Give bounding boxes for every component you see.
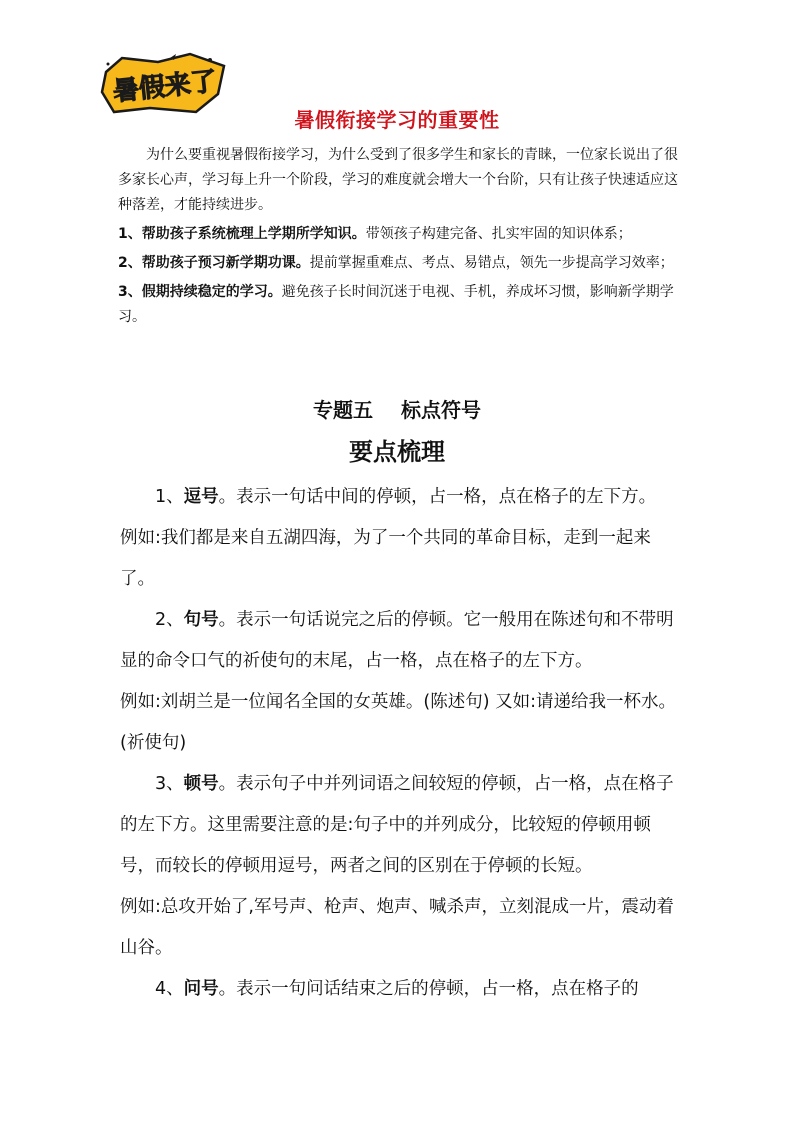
example-note: (祈使句)	[120, 733, 187, 753]
item-text: 。表示一句话说完之后的停顿。它一般用在陈述句和不带明显的命令口气的祈使句的末尾，占一格，点在格子的左下方。	[120, 610, 674, 671]
content-body	[120, 477, 680, 1010]
intro-point	[118, 222, 678, 247]
content-item	[120, 969, 680, 1010]
intro-point-text: 带领孩子构建完备、扎实牢固的知识体系；	[365, 226, 632, 242]
svg-text:暑假来了: 暑假来了	[111, 66, 219, 108]
item-keyword: 句号	[183, 610, 219, 630]
intro-section	[118, 143, 678, 330]
content-item	[120, 600, 680, 682]
item-keyword: 逗号	[183, 487, 219, 507]
intro-point-text: 提前掌握重难点、考点、易错点，领先一步提高学习效率；	[309, 255, 674, 271]
example-text: 例如:我们都是来自五湖四海，为了一个共同的革命目标，走到一起来了。	[120, 528, 651, 589]
item-text: 。表示句子中并列词语之间较短的停顿，占一格，点在格子的左下方。这里需要注意的是:句子中的并列成分，比较短的停顿用顿号，而较长的停顿用逗号，两者之间的区别在于停顿的长短。	[120, 774, 674, 876]
section-heading: 要点梳理	[349, 438, 445, 466]
intro-paragraph: 为什么要重视暑假衔接学习，为什么受到了很多学生和家长的青睐，一位家长说出了很多家长心声，学习每上升一个阶段，学习的难度就会增大一个台阶，只有让孩子快速适应这种落差，才能持续进步。	[118, 147, 678, 213]
item-number: 2、	[155, 610, 184, 630]
item-number: 3、	[155, 774, 184, 794]
item-keyword: 顿号	[183, 774, 219, 794]
content-item	[120, 764, 680, 887]
intro-point-lead: 1、帮助孩子系统梳理上学期所学知识。	[118, 226, 366, 242]
topic-heading	[0, 394, 794, 423]
intro-point	[118, 251, 678, 276]
page-title: 暑假衔接学习的重要性	[294, 108, 500, 132]
intro-point-text: 避免孩子长时间沉迷于电视、手机，养成坏习惯，影响新学期学习。	[118, 284, 674, 325]
item-number: 4、	[155, 979, 184, 999]
example-text: 例如:总攻开始了,军号声、枪声、炮声、喊杀声，立刻混成一片，震动着山谷。	[120, 897, 674, 958]
item-keyword: 问号	[183, 979, 219, 999]
item-text: 。表示一句话中间的停顿，占一格，点在格子的左下方。	[218, 487, 657, 507]
intro-point-lead: 3、假期持续稳定的学习。	[118, 284, 282, 300]
topic-heading-name: 标点符号	[401, 398, 481, 422]
example-text: 例如:刘胡兰是一位闻名全国的女英雄。(陈述句) 又如:请递给我一杯水。	[120, 692, 677, 712]
topic-heading-number: 专题五	[313, 398, 373, 422]
intro-point	[118, 280, 678, 330]
content-item	[120, 477, 680, 518]
intro-point-lead: 2、帮助孩子预习新学期功课。	[118, 255, 310, 271]
item-text: 。表示一句问话结束之后的停顿，占一格，点在格子的	[218, 979, 639, 999]
item-number: 1、	[155, 487, 184, 507]
